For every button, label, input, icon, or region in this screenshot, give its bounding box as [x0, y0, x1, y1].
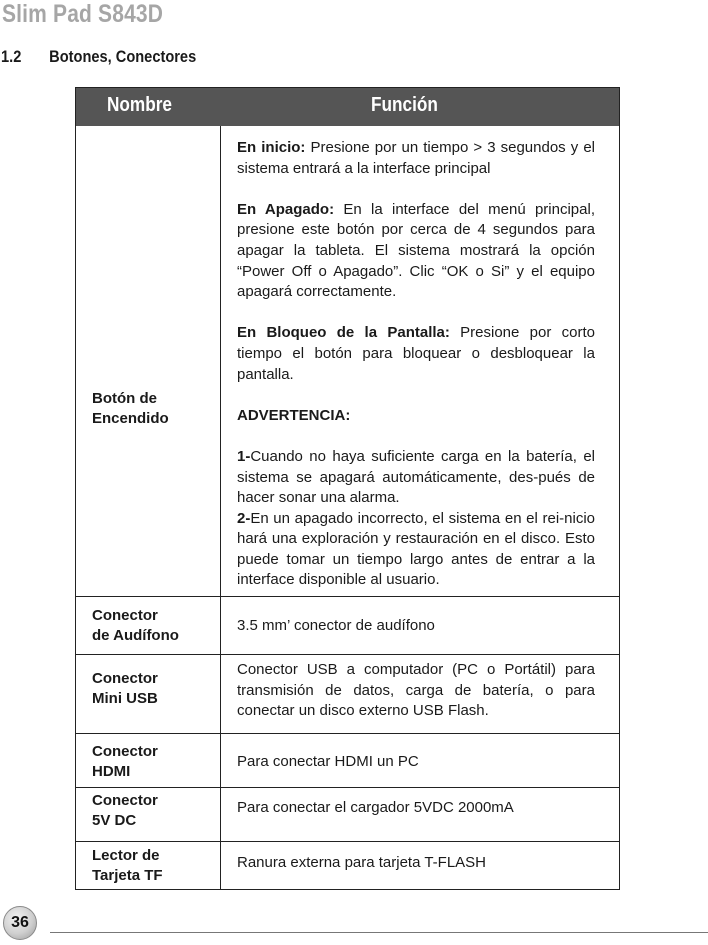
row-function-dc: Para conectar el cargador 5VDC 2000mA — [237, 799, 514, 816]
row-name-audio: Conector de Audífono — [92, 607, 179, 644]
row-name-tf-card: Lector de Tarjeta TF — [92, 847, 163, 884]
warning-item-2: 2-En un apagado incorrecto, el sistema en el rei-nicio hará una exploración y restauración en el disco. Esto puede tomar un tiempo largo antes de entrar a la interface disponible al usuario. — [237, 509, 595, 589]
section-number: 1.2 — [1, 47, 22, 66]
document-title: Slim Pad S843D — [2, 0, 164, 28]
page-number-badge: 36 — [3, 906, 37, 940]
row-divider — [76, 596, 619, 597]
row-divider — [76, 654, 619, 655]
power-startup: En inicio: Presione por un tiempo > 3 segundos y el sistema entrará a la interface principal — [237, 139, 595, 177]
row-divider — [76, 733, 619, 734]
warning-item-1: 1-Cuando no haya suficiente carga en la batería, el sistema se apagará automáticamente, des-pués de hacer sonar una alarma. — [237, 447, 595, 507]
row-divider — [76, 841, 619, 842]
power-lock-screen: En Bloqueo de la Pantalla: Presione por corto tiempo el botón para bloquear o desbloquear la pantalla. — [237, 324, 595, 383]
row-name-hdmi: Conector HDMI — [92, 743, 158, 780]
footer-rule — [50, 932, 708, 933]
row-divider — [76, 787, 619, 788]
header-function: Función — [371, 94, 438, 116]
row-name-mini-usb: Conector Mini USB — [92, 670, 158, 707]
row-function-mini-usb: Conector USB a computador (PC o Portátil) para transmisión de datos, carga de batería, o para conectar un disco externo USB Flash. — [237, 661, 595, 720]
buttons-connectors-table — [75, 87, 620, 890]
table-header — [76, 88, 619, 126]
warning-heading: ADVERTENCIA: — [237, 406, 351, 424]
row-function-tf-card: Ranura externa para tarjeta T-FLASH — [237, 854, 487, 871]
row-name-dc: Conector 5V DC — [92, 792, 158, 829]
section-title: Botones, Conectores — [49, 47, 197, 66]
row-function-audio: 3.5 mm’ conector de audífono — [237, 617, 435, 634]
row-name-power-button: Botón de Encendido — [92, 390, 169, 427]
row-function-hdmi: Para conectar HDMI un PC — [237, 753, 419, 770]
column-divider — [220, 126, 221, 890]
section-heading — [1, 47, 196, 67]
row-function-power-button — [237, 138, 595, 591]
power-shutdown: En Apagado: En la interface del menú principal, presione este botón por cerca de 4 segundos para apagar la tableta. El sistema mostrará la opción “Power Off o Apagado”. Clic “OK o Si” y el equipo apagará correctamente. — [237, 200, 595, 301]
header-name: Nombre — [107, 94, 172, 116]
